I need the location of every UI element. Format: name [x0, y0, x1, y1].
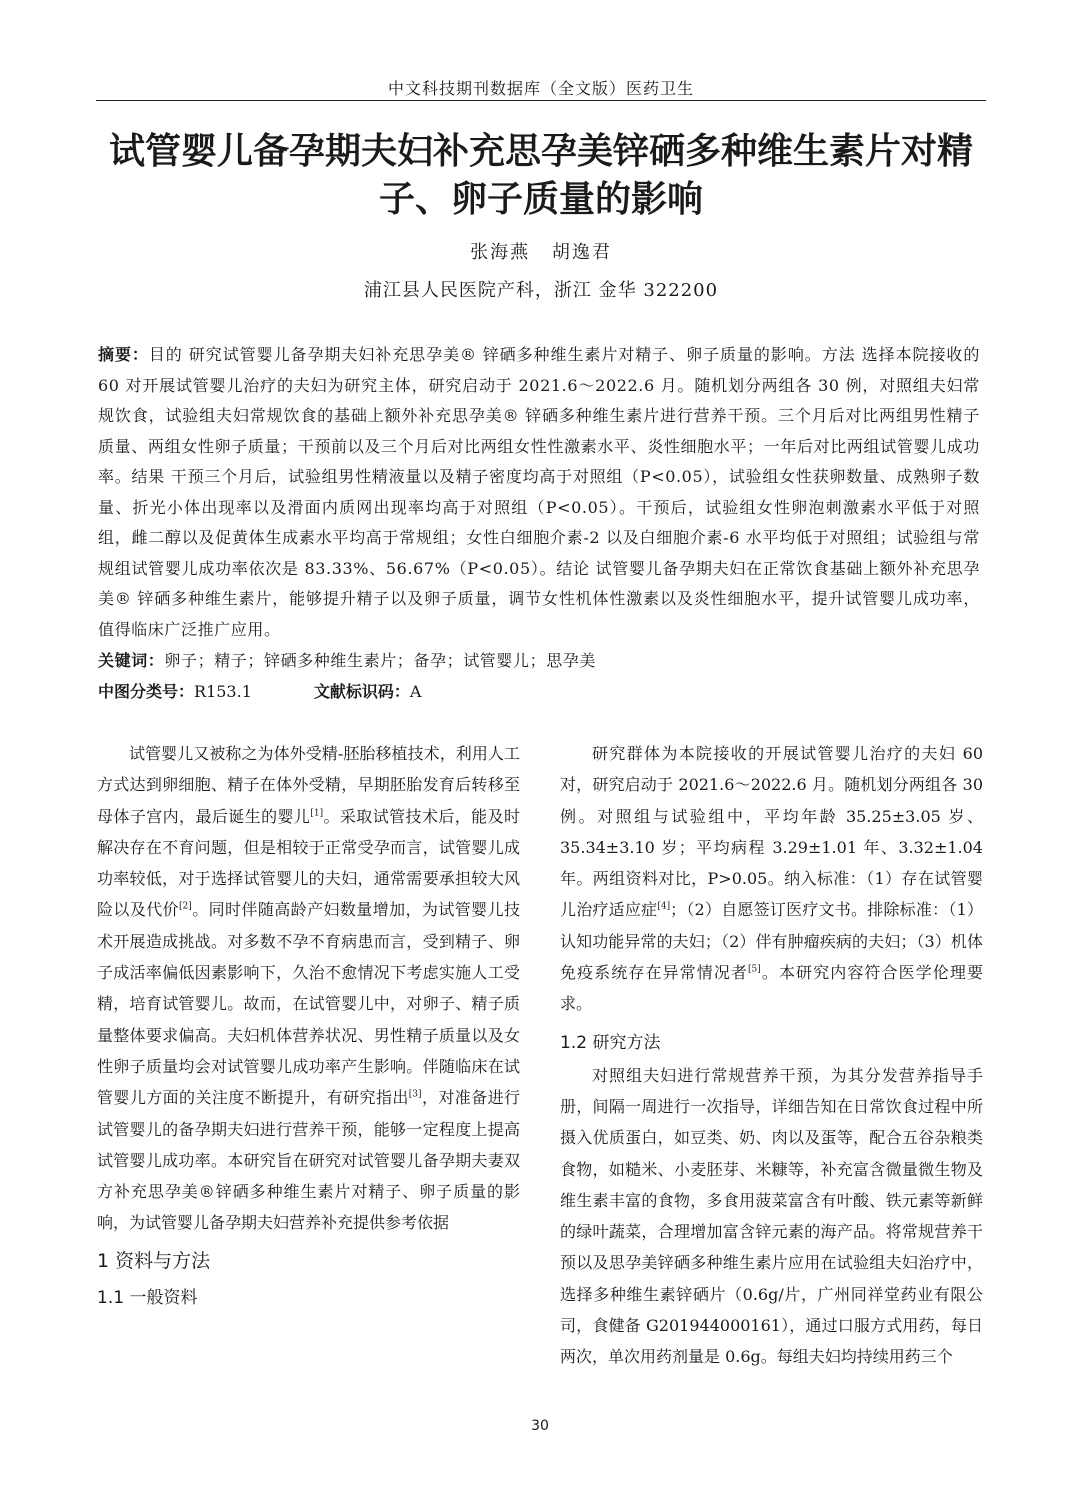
- methods-paragraph: 对照组夫妇进行常规营养干预，为其分发营养指导手册，间隔一周进行一次指导，详细告知在日常饮食过程中所摄入优质蛋白，如豆类、奶、肉以及蛋等，配合五谷杂粮类食物，如糙米、小麦胚芽、米糠等，补充富含微量微生物及维生素丰富的食物，多食用菠菜富含有叶酸、铁元素等新鲜的绿叶蔬菜，合理增加富含锌元素的海产品。将常规营养干预以及思孕美锌硒多种维生素片应用在试验组夫妇治疗中，选择多种维生素锌硒片（0.6g/片，广州同祥堂药业有限公司，食健备 G201944000161），通过口服方式用药，每日两次，单次用药剂量是 0.6g。每组夫妇均持续用药三个: [560, 1065, 983, 1367]
- general-text-1: 研究群体为本院接收的开展试管婴儿治疗的夫妇 60 对，研究启动于 2021.6～2022.6 月。随机划分两组各 30 例。对照组与试验组中，平均年龄 35.25±3.05 岁、35.34±3.10 岁；平均病程 3.29±1.01 年、3.32±1.04 年。两组资料对比，P>0.05。纳入标准：（1）存在试管婴儿治疗适应症: [560, 744, 983, 920]
- doc-code-value: A: [409, 682, 422, 701]
- keywords: [98, 647, 980, 675]
- title-line-2: 子、卵子质量的影响: [378, 179, 703, 220]
- citation-3: [3]: [408, 1089, 422, 1100]
- general-text-3: 。本研究内容符合医学伦理要求。: [560, 963, 983, 1014]
- abstract-label: 摘要：: [98, 345, 149, 364]
- citation-2: [2]: [179, 902, 192, 913]
- citation-5: [5]: [748, 964, 761, 975]
- general-data-paragraph: [560, 738, 983, 1020]
- citation-1: [1]: [310, 808, 324, 819]
- section-heading-1: 1 资料与方法: [97, 1249, 211, 1272]
- citation-4: [4]: [657, 902, 671, 913]
- journal-header: 中文科技期刊数据库（全文版）医药卫生: [387, 79, 694, 98]
- abstract: [98, 340, 980, 645]
- page-number: 30: [531, 1418, 549, 1434]
- title-line-1: 试管婴儿备孕期夫妇补充思孕美锌硒多种维生素片对精: [108, 131, 973, 172]
- doc-code-label: 文献标识码：: [313, 682, 410, 701]
- subsection-heading-1-1: 1.1 一般资料: [97, 1287, 198, 1308]
- general-text-2: ；（2）自愿签订医疗文书。排除标准：（1）认知功能异常的夫妇；（2）伴有肿瘤疾病的夫妇；（3）机体免疫系统存在异常情况者: [560, 900, 983, 983]
- classification: [98, 678, 980, 706]
- clc-label: 中图分类号：: [98, 682, 195, 701]
- intro-paragraph: [97, 738, 520, 1239]
- authors: 张海燕 胡逸君: [470, 242, 612, 263]
- affiliation: 浦江县人民医院产科，浙江 金华 322200: [363, 280, 719, 301]
- right-column: [560, 738, 983, 1373]
- header-rule: [96, 100, 986, 101]
- clc-value: R153.1: [194, 682, 252, 701]
- intro-text-1: 试管婴儿又被称之为体外受精-胚胎移植技术，利用人工方式达到卵细胞、精子在体外受精，早期胚胎发育后转移至母体子宫内，最后诞生的婴儿: [97, 744, 520, 826]
- subsection-heading-1-2: 1.2 研究方法: [560, 1032, 661, 1053]
- abstract-text: 目的 研究试管婴儿备孕期夫妇补充思孕美® 锌硒多种维生素片对精子、卵子质量的影响。方法 选择本院接收的 60 对开展试管婴儿治疗的夫妇为研究主体，研究启动于 2021.6～2022.6 月。随机划分两组各 30 例，对照组夫妇常规饮食，试验组夫妇常规饮食的基础上额外补充思孕美® 锌硒多种维生素片进行营养干预。三个月后对比两组男性精子质量、两组女性卵子质量；干预前以及三个月后对比两组女性性激素水平、炎性细胞水平；一年后对比两组试管婴儿成功率。结果 干预三个月后，试验组男性精液量以及精子密度均高于对照组（P<0.05），试验组女性获卵数量、成熟卵子数量、折光小体出现率以及滑面内质网出现率均高于对照组（P<0.05）。干预后，试验组女性卵泡刺激素水平低于对照组，雌二醇以及促黄体生成素水平均高于常规组；女性白细胞介素-2 以及白细胞介素-6 水平均低于对照组；试验组与常规组试管婴儿成功率依次是 83.33%、56.67%（P<0.05）。结论 试管婴儿备孕期夫妇在正常饮食基础上额外补充思孕美® 锌硒多种维生素片，能够提升精子以及卵子质量，调节女性机体性激素以及炎性细胞水平，提升试管婴儿成功率，值得临床广泛推广应用。: [98, 345, 980, 639]
- intro-text-2: 。采取试管技术后，能及时解决存在不育问题，但是相较于正常受孕而言，试管婴儿成功率较低，对于选择试管婴儿的夫妇，通常需要承担较大风险以及代价: [97, 806, 520, 920]
- keywords-label: 关键词：: [98, 651, 165, 670]
- left-column: [97, 738, 520, 1315]
- intro-text-4: ，对准备进行试管婴儿的备孕期夫妇进行营养干预，能够一定程度上提高试管婴儿成功率。本研究旨在研究对试管婴儿备孕期夫妻双方补充思孕美®锌硒多种维生素片对精子、卵子质量的影响，为试管婴儿备孕期夫妇营养补充提供参考依据: [97, 1088, 520, 1233]
- article-title: [96, 128, 986, 224]
- intro-text-3: 。同时伴随高龄产妇数量增加，为试管婴儿技术开展造成挑战。对多数不孕不育病患而言，受到精子、卵子成活率偏低因素影响下，久治不愈情况下考虑实施人工受精，培育试管婴儿。故而，在试管婴儿中，对卵子、精子质量整体要求偏高。夫妇机体营养状况、男性精子质量以及女性卵子质量均会对试管婴儿成功率产生影响。伴随临床在试管婴儿方面的关注度不断提升，有研究指出: [97, 900, 520, 1108]
- keywords-text: 卵子；精子；锌硒多种维生素片；备孕；试管婴儿；思孕美: [164, 651, 597, 670]
